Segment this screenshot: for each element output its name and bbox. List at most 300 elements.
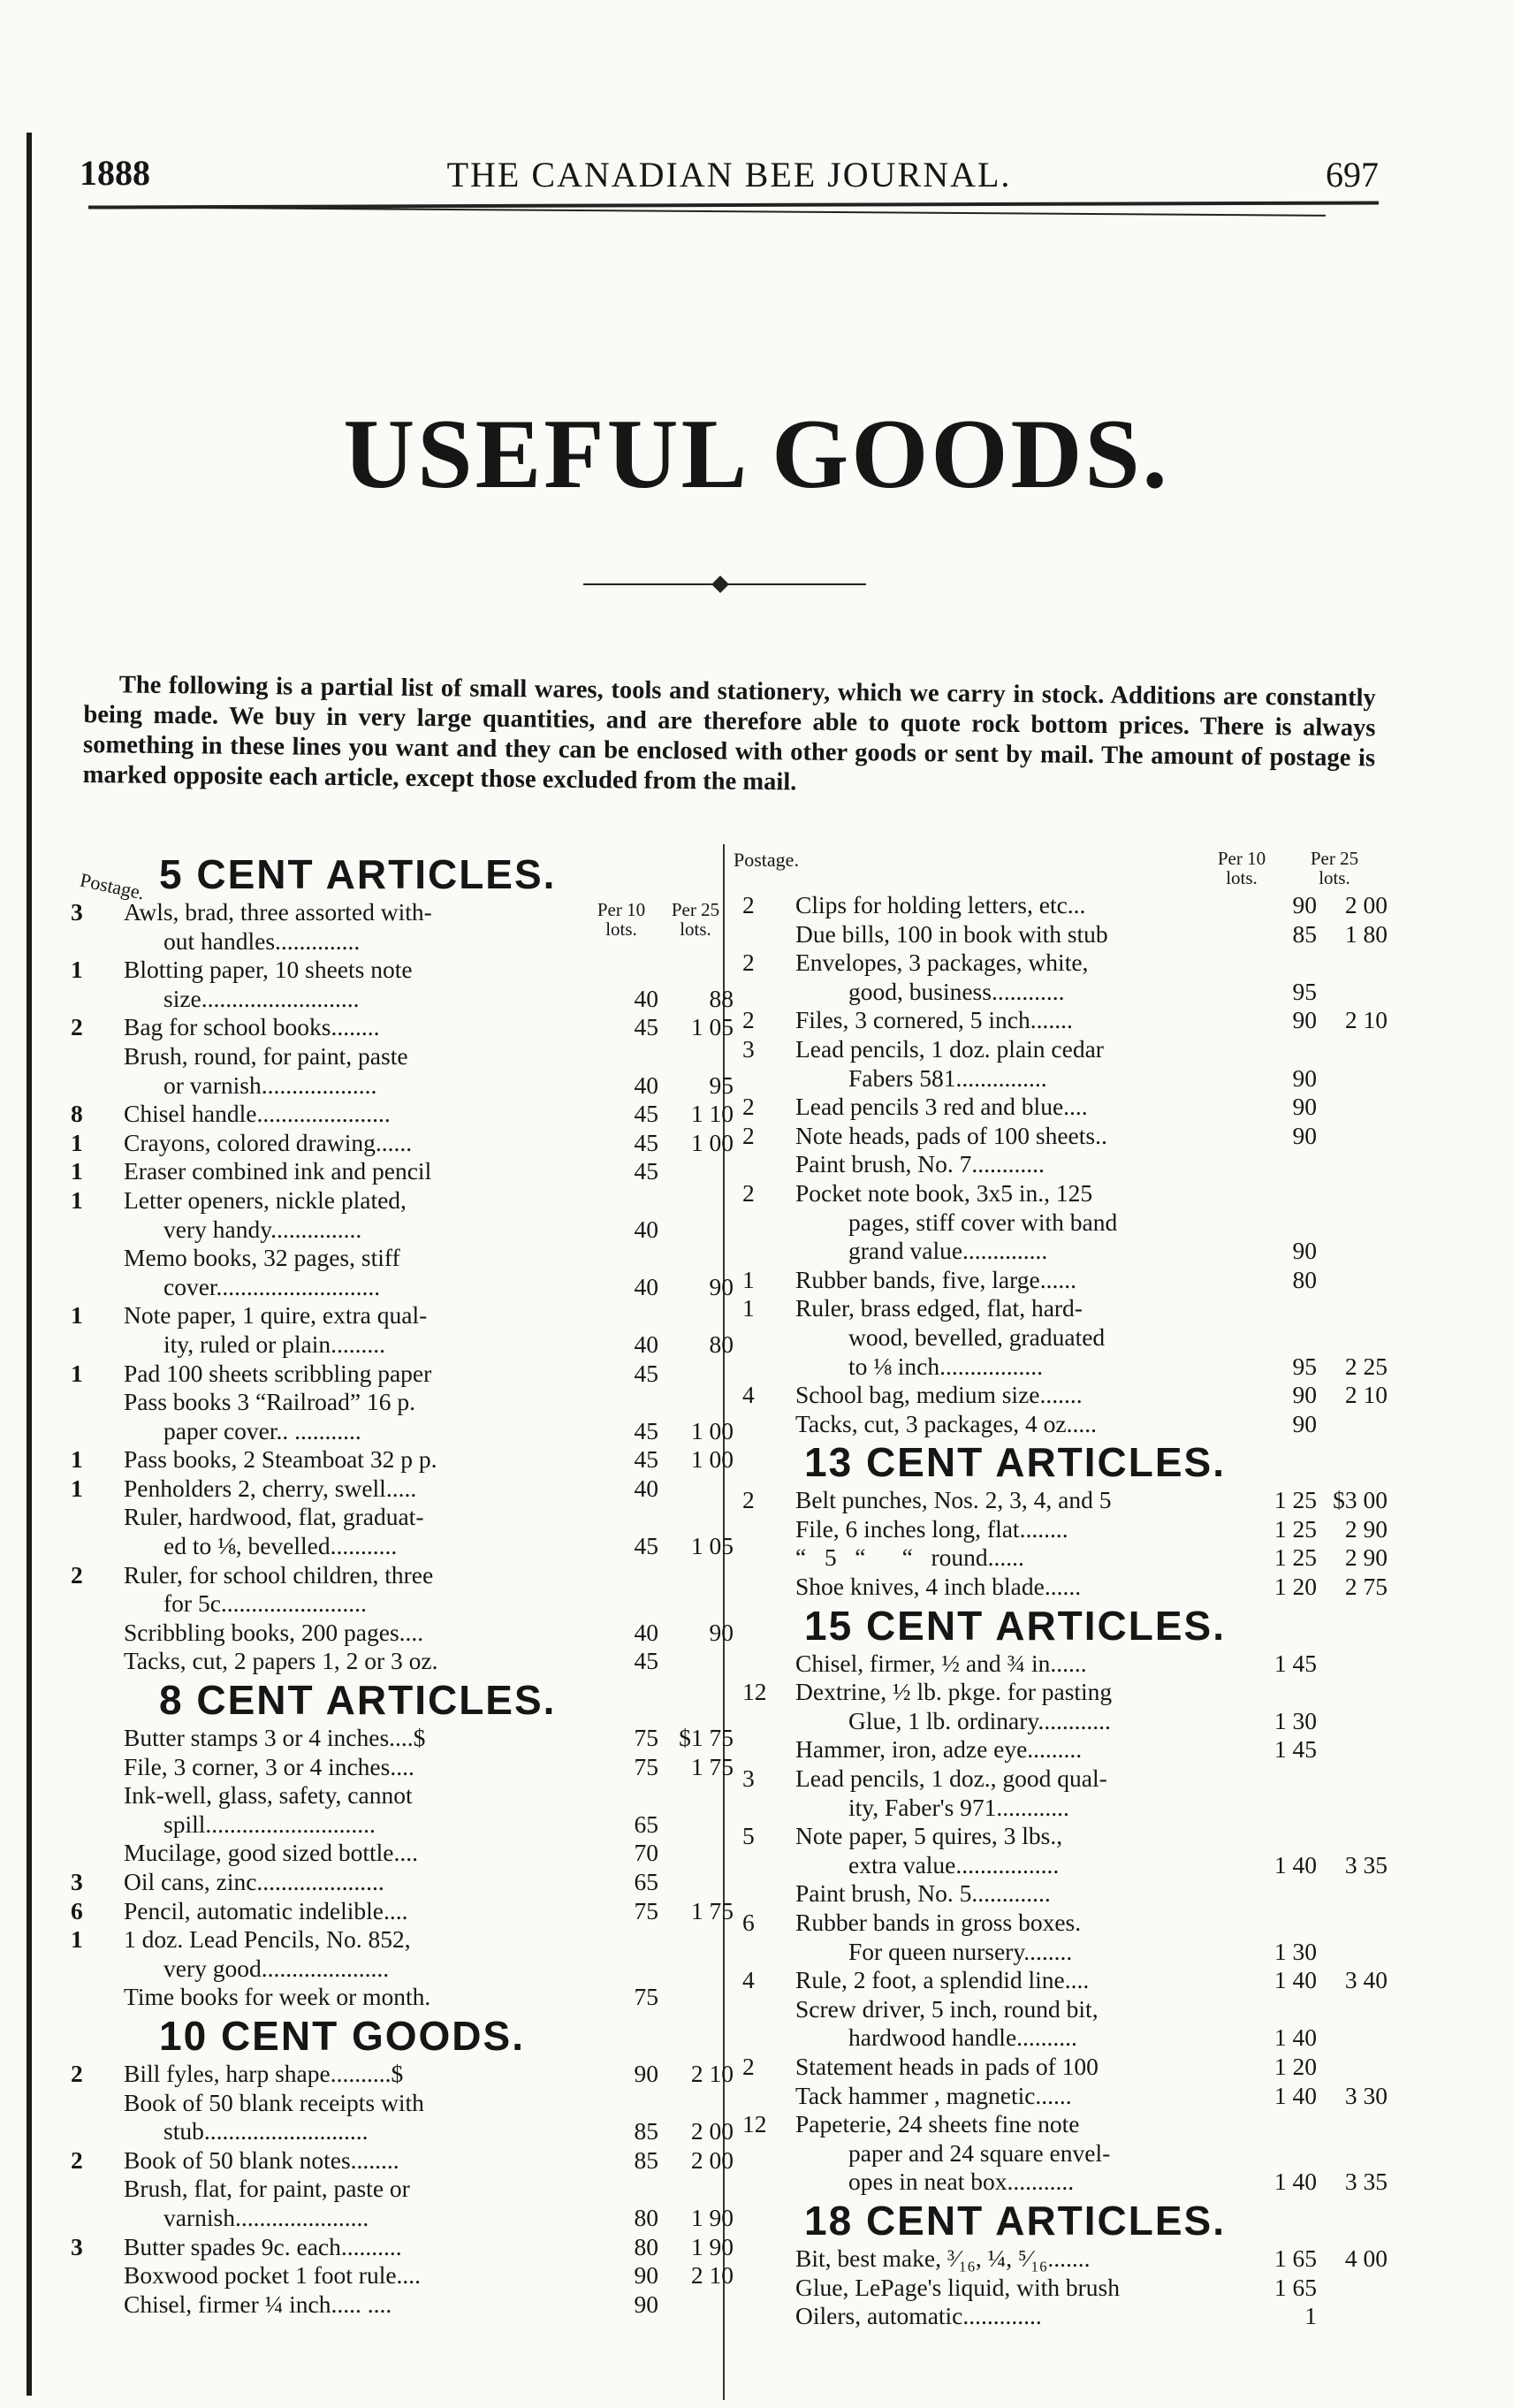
price-list-item xyxy=(124,1839,742,1868)
header-year: 1888 xyxy=(80,153,150,193)
price-per-10: 1 20 xyxy=(1274,2052,1317,2080)
item-description: wood, bevelled, graduated xyxy=(848,1322,1106,1351)
price-list-item xyxy=(795,1543,1414,1573)
section-heading: 15 CENT ARTICLES. xyxy=(804,1602,1227,1649)
item-description: Papeterie, 24 sheets fine note xyxy=(795,2110,1080,2138)
price-list-item xyxy=(71,1100,742,1129)
price-list-item xyxy=(795,1573,1414,1602)
price-per-10: 85 xyxy=(634,2117,658,2145)
price-per-10: 90 xyxy=(634,2261,658,2290)
postage-amount: 1 xyxy=(71,1128,83,1156)
item-description: Penholders 2, cherry, swell..... xyxy=(124,1474,417,1502)
price-per-10: 1 65 xyxy=(1274,2244,1317,2272)
price-list-item-continuation xyxy=(124,1330,742,1360)
price-list-item xyxy=(742,1909,1414,1938)
price-per-10: 40 xyxy=(634,1272,658,1300)
price-per-10: 1 25 xyxy=(1274,1543,1317,1572)
price-list-item-continuation xyxy=(124,2117,742,2146)
per10-header: Per 10 lots. xyxy=(1217,848,1266,888)
section-heading: 5 CENT ARTICLES. xyxy=(159,851,557,897)
price-per-25: 2 10 xyxy=(1344,1381,1388,1409)
item-description: very handy............... xyxy=(163,1215,362,1243)
item-description: Butter stamps 3 or 4 inches....$ xyxy=(124,1724,426,1752)
item-description: Bit, best make, ³⁄₁₆, ¼, ⁵⁄₁₆....... xyxy=(795,2244,1091,2272)
price-list-item xyxy=(124,1781,742,1810)
price-list-item xyxy=(742,1966,1414,1995)
price-per-10: 65 xyxy=(634,1868,658,1895)
price-list-item-continuation xyxy=(795,1707,1414,1736)
item-description: Due bills, 100 in book with stub xyxy=(795,919,1108,948)
price-list-item-continuation xyxy=(124,1589,742,1619)
price-list-item xyxy=(124,1388,742,1417)
price-per-10: 95 xyxy=(1292,1352,1317,1380)
price-list-item xyxy=(742,1294,1414,1323)
item-description: Fabers 581............... xyxy=(848,1063,1047,1092)
price-per-25: 90 xyxy=(709,1618,734,1646)
price-list-item-continuation xyxy=(795,2023,1414,2053)
price-list-item xyxy=(742,949,1414,978)
right-column-body xyxy=(742,891,1414,2331)
price-per-10: 1 40 xyxy=(1274,1850,1317,1878)
item-description: Blotting paper, 10 sheets note xyxy=(124,956,413,984)
item-description: Pencil, automatic indelible.... xyxy=(124,1896,408,1924)
item-description: paper and 24 square envel- xyxy=(848,2138,1111,2167)
item-description: pages, stiff cover with band xyxy=(848,1208,1118,1236)
price-list-item xyxy=(742,1121,1414,1151)
price-per-10: 90 xyxy=(1292,891,1317,918)
postage-amount: 1 xyxy=(71,1445,83,1474)
price-per-10: 90 xyxy=(1292,1409,1317,1437)
item-description: Clips for holding letters, etc... xyxy=(795,891,1086,918)
postage-amount: 1 xyxy=(742,1265,755,1293)
item-description: grand value.............. xyxy=(848,1237,1048,1265)
price-list-item xyxy=(71,1157,742,1186)
item-description: ity, ruled or plain......... xyxy=(163,1330,386,1358)
price-list-item xyxy=(795,1410,1414,1439)
price-per-25: 3 35 xyxy=(1344,2168,1388,2196)
item-description: Mucilage, good sized bottle.... xyxy=(124,1839,418,1867)
item-description: Dextrine, ½ lb. pkge. for pasting xyxy=(795,1678,1113,1706)
item-description: School bag, medium size....... xyxy=(795,1381,1083,1409)
title-ornament xyxy=(583,578,866,591)
item-description: Bill fyles, harp shape..........$ xyxy=(124,2059,404,2087)
price-per-25: 88 xyxy=(709,984,734,1012)
price-list-item xyxy=(71,1896,742,1926)
price-per-10: 75 xyxy=(634,1724,658,1752)
postage-amount: 3 xyxy=(71,1868,83,1895)
item-description: hardwood handle.......... xyxy=(848,2023,1077,2052)
item-description: Rule, 2 foot, a splendid line.... xyxy=(795,1966,1090,1994)
item-description: File, 6 inches long, flat........ xyxy=(795,1514,1068,1543)
price-per-10: 1 25 xyxy=(1274,1514,1317,1543)
item-description: to ⅛ inch................. xyxy=(848,1352,1043,1380)
price-list-item xyxy=(71,1560,742,1590)
price-per-10: 1 45 xyxy=(1274,1735,1317,1764)
item-description: Envelopes, 3 packages, white, xyxy=(795,949,1089,977)
price-list-item-continuation xyxy=(124,1071,742,1101)
price-list-item xyxy=(742,1006,1414,1035)
postage-amount: 1 xyxy=(71,1157,83,1185)
item-description: Pad 100 sheets scribbling paper xyxy=(124,1359,432,1387)
price-per-25: $1 75 xyxy=(679,1724,734,1752)
price-list-item xyxy=(742,1265,1414,1295)
price-list-item xyxy=(742,1822,1414,1851)
item-description: Screw driver, 5 inch, round bit, xyxy=(795,1994,1099,2023)
price-list-item-continuation xyxy=(795,1794,1414,1823)
item-description: Glue, LePage's liquid, with brush xyxy=(795,2273,1120,2301)
section-heading: 8 CENT ARTICLES. xyxy=(159,1677,557,1724)
price-list-item xyxy=(795,1150,1414,1179)
postage-amount: 2 xyxy=(71,2059,83,2087)
price-list-item-continuation xyxy=(795,1851,1414,1880)
price-list-item xyxy=(71,1359,742,1389)
price-per-10: 40 xyxy=(634,984,658,1012)
price-list-item xyxy=(742,891,1414,920)
price-list-item xyxy=(71,1474,742,1504)
postage-amount: 8 xyxy=(71,1100,83,1128)
price-list-item-continuation xyxy=(795,1323,1414,1353)
price-per-10: 45 xyxy=(634,1128,658,1156)
item-description: “ 5 “ “ round...... xyxy=(795,1543,1024,1572)
price-list-item xyxy=(742,1093,1414,1122)
item-description: Brush, flat, for paint, paste or xyxy=(124,2175,410,2203)
item-description: or varnish................... xyxy=(163,1071,377,1099)
price-list-item-continuation xyxy=(124,1955,742,1984)
ornament-diamond xyxy=(711,575,729,593)
item-description: for 5c........................ xyxy=(163,1589,367,1618)
intro-paragraph xyxy=(83,670,1376,804)
item-description: Oil cans, zinc..................... xyxy=(124,1868,384,1895)
price-list-item-continuation xyxy=(124,1532,742,1561)
price-per-10: 45 xyxy=(634,1647,658,1675)
price-list-item xyxy=(795,920,1414,949)
price-per-25: 2 10 xyxy=(690,2261,734,2290)
item-description: Crayons, colored drawing...... xyxy=(124,1128,413,1156)
price-per-10: 1 40 xyxy=(1274,1966,1317,1994)
price-list-item xyxy=(795,1515,1414,1544)
price-per-10: 90 xyxy=(1292,1237,1317,1265)
price-per-25: $3 00 xyxy=(1333,1486,1388,1514)
price-per-25: 2 75 xyxy=(1344,1573,1388,1601)
price-per-25: 2 00 xyxy=(690,2145,734,2174)
price-list-item-continuation xyxy=(795,978,1414,1007)
price-per-10: 45 xyxy=(634,1157,658,1185)
price-list-item xyxy=(742,1178,1414,1208)
item-description: paper cover.. ........... xyxy=(163,1416,361,1444)
item-description: Rubber bands in gross boxes. xyxy=(795,1909,1082,1936)
item-description: 1 doz. Lead Pencils, No. 852, xyxy=(124,1925,411,1954)
running-header xyxy=(80,152,1379,202)
postage-amount: 1 xyxy=(71,1474,83,1502)
postage-amount: 3 xyxy=(71,2232,83,2260)
price-per-10: 45 xyxy=(634,1445,658,1474)
item-description: Paint brush, No. 7............ xyxy=(795,1150,1045,1178)
price-list-item xyxy=(742,2110,1414,2139)
price-per-25: 1 75 xyxy=(690,1896,734,1924)
price-per-10: 85 xyxy=(634,2145,658,2174)
price-list-item-continuation xyxy=(124,1417,742,1446)
item-description: very good..................... xyxy=(163,1954,390,1982)
price-per-10: 45 xyxy=(634,1532,658,1560)
price-list-item xyxy=(742,2052,1414,2082)
price-list-item xyxy=(71,1128,742,1158)
item-description: Ruler, brass edged, flat, hard- xyxy=(795,1294,1083,1322)
price-list-item-continuation xyxy=(795,1064,1414,1094)
price-list-item xyxy=(124,2261,742,2290)
price-list-item xyxy=(71,1868,742,1897)
item-description: ity, Faber's 971............ xyxy=(848,1793,1069,1821)
item-description: Brush, round, for paint, paste xyxy=(124,1041,408,1070)
price-list-item-continuation xyxy=(124,1810,742,1840)
section-heading: 13 CENT ARTICLES. xyxy=(804,1439,1227,1486)
price-list-item-continuation xyxy=(124,1215,742,1245)
postage-amount: 1 xyxy=(742,1294,755,1322)
price-per-10: 1 25 xyxy=(1274,1486,1317,1514)
postage-amount: 3 xyxy=(71,898,83,926)
price-per-10: 75 xyxy=(634,1752,658,1780)
item-description: Bag for school books........ xyxy=(124,1013,380,1041)
price-list-item xyxy=(742,1486,1414,1515)
price-list-item xyxy=(795,2302,1414,2331)
intro-text: The following is a partial list of small wares, tools and stationery, which we carry in stock. Additions are constantly being made. We buy in very large quantities, and are therefore able to quote rock bottom prices. There is always something in these lines you want and they can be enclosed with other goods or sent by mail. The amount of postage is marked opposite each article, except those excluded from the mail. xyxy=(82,671,1376,796)
item-description: Chisel handle...................... xyxy=(124,1100,391,1128)
postage-amount: 2 xyxy=(742,1121,755,1149)
price-per-10: 90 xyxy=(1292,1063,1317,1092)
page-title: USEFUL GOODS. xyxy=(343,400,1170,509)
price-list-item xyxy=(71,1185,742,1215)
price-per-10: 40 xyxy=(634,1215,658,1243)
price-list-item-continuation xyxy=(795,1208,1414,1238)
item-description: For queen nursery........ xyxy=(848,1937,1073,1965)
price-list-item xyxy=(742,1381,1414,1410)
header-rule-thin xyxy=(88,206,1326,217)
postage-amount: 1 xyxy=(71,1359,83,1387)
price-list-item-continuation xyxy=(124,1273,742,1302)
price-list-item xyxy=(124,2089,742,2118)
price-per-10: 80 xyxy=(1292,1265,1317,1293)
postage-amount: 4 xyxy=(742,1966,755,1994)
price-list-item xyxy=(124,1619,742,1648)
price-list-item xyxy=(742,1678,1414,1707)
price-per-25: 1 90 xyxy=(690,2232,734,2260)
price-list-item-continuation xyxy=(124,927,742,956)
price-per-25: 2 10 xyxy=(690,2059,734,2087)
price-list-item xyxy=(124,1753,742,1782)
price-per-10: 45 xyxy=(634,1416,658,1444)
price-per-10: 45 xyxy=(634,1013,658,1041)
price-per-10: 1 xyxy=(1304,2302,1317,2330)
price-list-item xyxy=(71,2145,742,2176)
journal-title: THE CANADIAN BEE JOURNAL. xyxy=(446,155,1012,194)
postage-amount: 2 xyxy=(742,1486,755,1514)
price-per-10: 70 xyxy=(634,1839,658,1867)
price-per-10: 1 40 xyxy=(1274,2023,1317,2052)
per10-header: Per 10 lots. xyxy=(597,899,646,940)
item-description: Eraser combined ink and pencil xyxy=(124,1157,432,1185)
price-list-item xyxy=(71,2232,742,2262)
price-per-10: 1 30 xyxy=(1274,1937,1317,1965)
item-description: Chisel, firmer, ½ and ¾ in...... xyxy=(795,1649,1087,1677)
item-description: Butter spades 9c. each.......... xyxy=(124,2232,402,2260)
item-description: opes in neat box........... xyxy=(848,2168,1075,2196)
item-description: Awls, brad, three assorted with- xyxy=(124,898,432,926)
postage-amount: 6 xyxy=(71,1896,83,1924)
price-per-10: 1 40 xyxy=(1274,2081,1317,2109)
price-list-item xyxy=(795,2274,1414,2303)
item-description: Letter openers, nickle plated, xyxy=(124,1185,407,1214)
price-list-item xyxy=(71,898,742,927)
item-description: Time books for week or month. xyxy=(124,1983,431,2011)
item-description: Pocket note book, 3x5 in., 125 xyxy=(795,1178,1093,1207)
postage-amount: 2 xyxy=(742,949,755,977)
price-per-10: 75 xyxy=(634,1983,658,2011)
item-description: Chisel, firmer ¼ inch..... .... xyxy=(124,2290,392,2318)
price-per-10: 90 xyxy=(1292,1006,1317,1034)
item-description: Note heads, pads of 100 sheets.. xyxy=(795,1121,1107,1149)
price-per-10: 90 xyxy=(1292,1381,1317,1409)
price-list-item xyxy=(742,1764,1414,1794)
price-per-10: 1 30 xyxy=(1274,1706,1317,1734)
item-description: Lead pencils, 1 doz., good qual- xyxy=(795,1764,1107,1793)
price-per-10: 1 45 xyxy=(1274,1649,1317,1677)
price-list-item xyxy=(795,1879,1414,1909)
price-list-item xyxy=(795,2082,1414,2111)
item-description: Rubber bands, five, large...... xyxy=(795,1265,1076,1293)
price-per-25: 3 30 xyxy=(1344,2081,1388,2109)
price-per-25: 2 90 xyxy=(1344,1514,1388,1543)
price-per-10: 40 xyxy=(634,1618,658,1646)
price-list-item xyxy=(124,1244,742,1273)
price-per-25: 2 00 xyxy=(1344,891,1388,918)
price-list-item xyxy=(742,1034,1414,1064)
price-list-item xyxy=(124,2175,742,2204)
item-description: Boxwood pocket 1 foot rule.... xyxy=(124,2261,422,2290)
price-list-item xyxy=(71,1445,742,1475)
item-description: Ruler, hardwood, flat, graduat- xyxy=(124,1503,424,1531)
section-heading: 18 CENT ARTICLES. xyxy=(804,2197,1227,2244)
item-description: good, business............ xyxy=(848,977,1065,1005)
price-per-10: 1 40 xyxy=(1274,2168,1317,2196)
price-per-10: 40 xyxy=(634,1330,658,1358)
item-description: Memo books, 32 pages, stiff xyxy=(124,1244,400,1272)
item-description: stub........................... xyxy=(163,2117,369,2145)
price-per-10: 40 xyxy=(634,1071,658,1099)
price-per-10: 45 xyxy=(634,1100,658,1128)
price-per-25: 1 00 xyxy=(690,1128,734,1156)
section-heading: 10 CENT GOODS. xyxy=(159,2012,525,2059)
postage-amount: 5 xyxy=(742,1822,755,1850)
price-per-25: 95 xyxy=(709,1071,734,1099)
price-per-10: 1 65 xyxy=(1274,2273,1317,2301)
price-per-25: 4 00 xyxy=(1344,2244,1388,2272)
item-description: Paint brush, No. 5............. xyxy=(795,1879,1051,1908)
price-per-10: 75 xyxy=(634,1896,658,1924)
postage-amount: 1 xyxy=(71,956,83,984)
price-list-item-continuation xyxy=(795,1237,1414,1266)
item-description: Shoe knives, 4 inch blade...... xyxy=(795,1573,1082,1601)
price-list-item-continuation xyxy=(795,1938,1414,1967)
item-description: Belt punches, Nos. 2, 3, 4, and 5 xyxy=(795,1486,1112,1514)
item-description: cover........................... xyxy=(163,1272,381,1300)
price-list-item xyxy=(795,1735,1414,1764)
item-description: Ruler, for school children, three xyxy=(124,1560,434,1589)
postage-amount: 3 xyxy=(742,1034,755,1063)
price-list-item-continuation xyxy=(795,1353,1414,1382)
price-per-25: 3 35 xyxy=(1344,1850,1388,1878)
price-per-10: 1 20 xyxy=(1274,1573,1317,1601)
price-per-10: 80 xyxy=(634,2203,658,2231)
price-per-25: 2 90 xyxy=(1344,1543,1388,1572)
price-per-25: 1 00 xyxy=(690,1416,734,1444)
price-per-10: 90 xyxy=(1292,1121,1317,1149)
price-per-25: 1 90 xyxy=(690,2203,734,2231)
item-description: Note paper, 1 quire, extra qual- xyxy=(124,1301,428,1330)
item-description: Book of 50 blank receipts with xyxy=(124,2088,424,2116)
item-description: Files, 3 cornered, 5 inch....... xyxy=(795,1006,1073,1034)
price-per-25: 1 00 xyxy=(690,1445,734,1474)
price-per-10: 95 xyxy=(1292,977,1317,1005)
price-list-item xyxy=(124,1042,742,1071)
postage-amount: 6 xyxy=(742,1909,755,1936)
postage-amount: 12 xyxy=(742,2110,767,2138)
item-description: Pass books 3 “Railroad” 16 p. xyxy=(124,1388,415,1416)
postage-amount: 2 xyxy=(71,1013,83,1041)
postage-amount: 2 xyxy=(742,2052,755,2080)
postage-amount: 2 xyxy=(742,1006,755,1034)
price-per-25: 1 75 xyxy=(690,1752,734,1780)
item-description: Statement heads in pads of 100 xyxy=(795,2052,1099,2080)
item-description: File, 3 corner, 3 or 4 inches.... xyxy=(124,1752,414,1780)
item-description: Pass books, 2 Steamboat 32 p p. xyxy=(124,1445,437,1474)
item-description: varnish...................... xyxy=(163,2203,369,2231)
item-description: size.......................... xyxy=(163,984,360,1012)
price-list-item xyxy=(71,2059,742,2089)
price-list-item xyxy=(795,1650,1414,1679)
postage-amount: 12 xyxy=(742,1678,767,1706)
price-per-10: 45 xyxy=(634,1359,658,1387)
per25-header: Per 25 lots. xyxy=(671,899,720,940)
postage-amount: 1 xyxy=(71,1301,83,1330)
price-list-item xyxy=(71,1301,742,1330)
price-per-10: 90 xyxy=(1292,1093,1317,1121)
postage-label: Postage. xyxy=(734,849,799,871)
price-list-item xyxy=(71,956,742,985)
price-per-25: 80 xyxy=(709,1330,734,1358)
price-list-item xyxy=(124,1503,742,1532)
item-description: Tacks, cut, 2 papers 1, 2 or 3 oz. xyxy=(124,1647,438,1675)
price-list-item xyxy=(124,1983,742,2012)
price-list-item xyxy=(795,2244,1414,2274)
item-description: Book of 50 blank notes........ xyxy=(124,2145,399,2174)
postage-amount: 1 xyxy=(71,1925,83,1954)
price-list-item xyxy=(71,1925,742,1955)
price-list-item-continuation xyxy=(124,2204,742,2233)
price-per-25: 1 05 xyxy=(690,1013,734,1041)
postage-label: Postage. xyxy=(78,868,147,904)
price-per-10: 90 xyxy=(634,2059,658,2087)
item-description: out handles.............. xyxy=(163,926,361,955)
item-description: Hammer, iron, adze eye......... xyxy=(795,1735,1083,1764)
price-per-25: 1 05 xyxy=(690,1532,734,1560)
price-per-25: 90 xyxy=(709,1272,734,1300)
price-per-10: 85 xyxy=(1292,919,1317,948)
item-description: extra value................. xyxy=(848,1850,1060,1878)
price-per-10: 80 xyxy=(634,2232,658,2260)
price-list-item xyxy=(124,1647,742,1676)
price-per-25: 3 40 xyxy=(1344,1966,1388,1994)
price-list-item xyxy=(124,2290,742,2320)
price-list-item xyxy=(795,1995,1414,2024)
